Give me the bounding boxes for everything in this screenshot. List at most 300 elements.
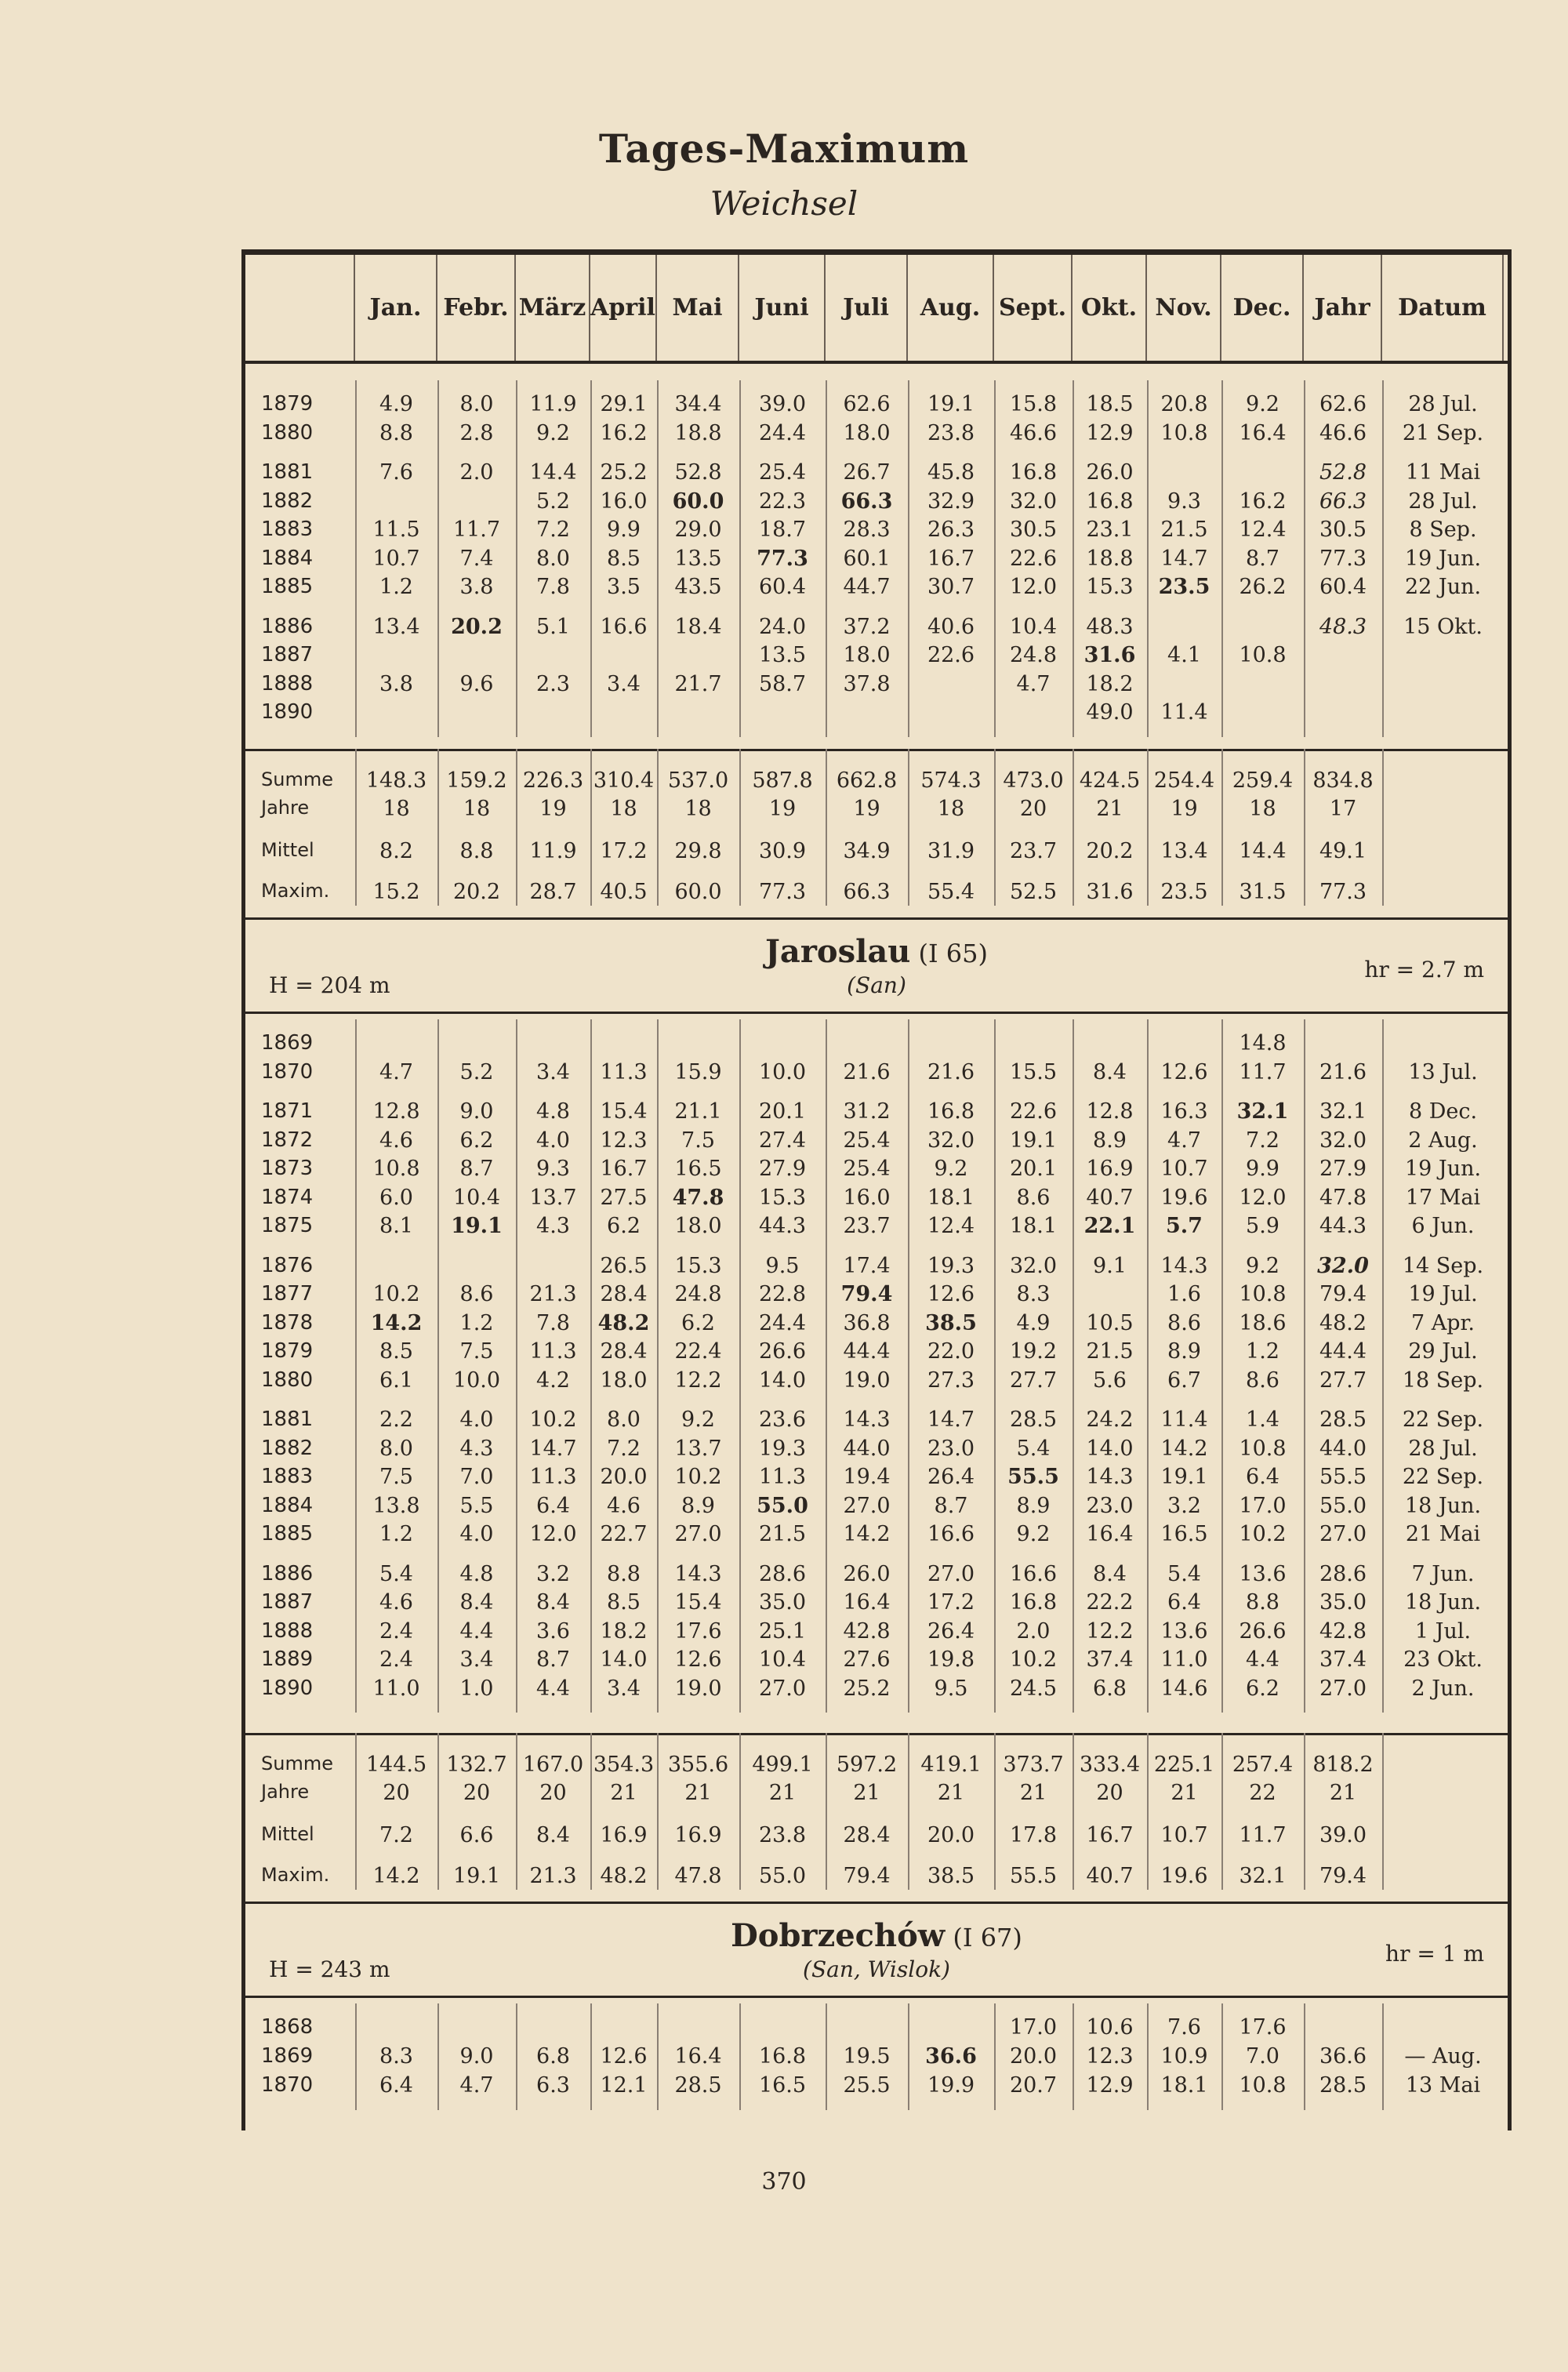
table-cell: 12.4	[927, 1214, 975, 1238]
table-cell: 28.5	[674, 2073, 722, 2098]
table-cell: 6.2	[1246, 1676, 1279, 1701]
table-cell: 9.1	[1093, 1253, 1127, 1278]
table-cell: 21.5	[1086, 1339, 1134, 1364]
table-cell: 9.0	[459, 1099, 494, 1124]
table-cell: 18.6	[1239, 1310, 1287, 1335]
summary-rule	[516, 1733, 517, 1890]
row-date: 7 Jun.	[1411, 1561, 1475, 1586]
column-rule	[1304, 1019, 1305, 1713]
summary-rule	[826, 749, 827, 906]
table-cell: 7.8	[536, 575, 570, 599]
table-cell: 10.2	[1009, 1647, 1058, 1672]
table-cell: 27.9	[758, 1157, 807, 1181]
row-year: 1885	[261, 1522, 314, 1546]
row-year: 1881	[261, 460, 314, 484]
table-cell: 19.1	[927, 392, 975, 416]
table-cell: 12.0	[1009, 575, 1058, 599]
table-cell: 22.0	[927, 1339, 975, 1364]
table-cell: 32.1	[1319, 1099, 1367, 1124]
column-header: Juli	[826, 255, 908, 361]
summary-rule	[826, 1733, 827, 1890]
summary-cell: 662.8	[836, 768, 898, 793]
column-rule	[994, 2003, 996, 2110]
row-year: 1870	[261, 1059, 314, 1084]
table-cell: 10.2	[1239, 1522, 1287, 1546]
table-cell: 19.1	[1160, 1465, 1208, 1489]
table-cell: 8.7	[536, 1647, 570, 1672]
table-cell: 17.2	[927, 1590, 975, 1615]
table-cell: 8.6	[1016, 1185, 1051, 1210]
table-cell: 13.7	[529, 1185, 577, 1210]
summary-rule	[1221, 1733, 1223, 1890]
summary-cell: 8.2	[379, 839, 413, 863]
summary-label: Mittel	[261, 1823, 314, 1845]
table-cell: 9.5	[934, 1676, 968, 1701]
summary-cell: 11.9	[529, 839, 577, 863]
table-cell: 16.5	[1160, 1522, 1208, 1546]
table-cell: 12.9	[1086, 2073, 1134, 2098]
table-cell: 28.5	[1009, 1408, 1058, 1432]
table-cell: 47.8	[672, 1185, 724, 1210]
summary-cell: 537.0	[667, 768, 729, 793]
summary-cell: 333.4	[1079, 1753, 1141, 1777]
table-cell: 32.9	[927, 489, 975, 514]
table-cell: 4.8	[536, 1099, 570, 1124]
summary-cell: 587.8	[752, 768, 813, 793]
table-cell: 14.0	[1086, 1436, 1134, 1461]
row-date: 6 Jun.	[1411, 1214, 1475, 1238]
summary-cell: 21	[684, 1781, 712, 1805]
column-rule	[1382, 380, 1384, 737]
page-number: 370	[761, 2168, 807, 2196]
table-cell: 58.7	[758, 671, 807, 696]
column-header: Febr.	[437, 255, 516, 361]
table-cell: 5.2	[536, 489, 570, 514]
data-table	[241, 249, 1512, 2130]
summary-rule	[355, 1733, 357, 1890]
summary-rule	[994, 749, 996, 906]
summary-cell: 52.5	[1009, 880, 1058, 904]
table-cell: 10.8	[1239, 2073, 1287, 2098]
summary-cell: 17.2	[600, 839, 648, 863]
summary-cell: 21	[610, 1781, 637, 1805]
summary-cell: 20	[463, 1781, 491, 1805]
column-header: April	[590, 255, 657, 361]
table-cell: 11.0	[372, 1676, 420, 1701]
row-date: 11 Mai	[1405, 460, 1481, 485]
column-rule	[516, 2003, 517, 2110]
table-cell: 25.2	[843, 1676, 891, 1701]
table-cell: 6.2	[681, 1310, 715, 1335]
table-cell: 13.7	[674, 1436, 722, 1461]
table-cell: 7.4	[459, 546, 494, 571]
table-cell: 9.3	[536, 1157, 570, 1181]
summary-cell: 34.9	[843, 839, 891, 863]
page-subtitle: Weichsel	[710, 184, 858, 223]
table-cell: 27.0	[1319, 1522, 1367, 1546]
table-cell: 55.5	[1007, 1465, 1059, 1489]
table-cell: 1.6	[1167, 1282, 1201, 1306]
summary-rule	[1147, 749, 1149, 906]
column-rule	[1147, 2003, 1149, 2110]
table-cell: 12.1	[600, 2073, 648, 2098]
table-cell: 3.2	[1167, 1493, 1201, 1518]
row-year: 1884	[261, 546, 314, 570]
table-cell: 40.7	[1086, 1185, 1134, 1210]
table-cell: 26.5	[600, 1253, 648, 1278]
column-header: Datum	[1382, 255, 1504, 361]
table-cell: 55.0	[757, 1493, 808, 1518]
table-cell: 4.7	[459, 2073, 494, 2098]
table-cell: 6.8	[536, 2044, 570, 2069]
summary-cell: 32.1	[1239, 1864, 1287, 1888]
table-cell: 4.7	[1016, 671, 1051, 696]
table-cell: 18.0	[674, 1214, 722, 1238]
table-cell: 8.1	[379, 1214, 413, 1238]
table-cell: 37.4	[1086, 1647, 1134, 1672]
table-cell: 2.3	[536, 671, 570, 696]
row-year: 1882	[261, 1436, 314, 1460]
summary-cell: 17.8	[1009, 1823, 1058, 1847]
table-cell: 48.2	[1319, 1310, 1367, 1335]
summary-cell: 21	[1019, 1781, 1047, 1805]
table-cell: 3.4	[607, 1676, 641, 1701]
table-cell: 4.9	[379, 392, 413, 416]
row-date: 19 Jun.	[1404, 546, 1482, 571]
table-cell: 31.6	[1083, 643, 1136, 667]
summary-cell: 8.8	[459, 839, 494, 863]
table-cell: 15.5	[1009, 1059, 1058, 1084]
row-date: 2 Aug.	[1408, 1128, 1478, 1153]
summary-rule	[1073, 1733, 1074, 1890]
column-rule	[437, 2003, 439, 2110]
table-cell: 4.0	[459, 1522, 494, 1546]
table-cell: 1.4	[1246, 1408, 1279, 1432]
table-cell: 8.9	[1167, 1339, 1201, 1364]
table-cell: 27.9	[1319, 1157, 1367, 1181]
row-date: 18 Jun.	[1404, 1493, 1482, 1518]
table-cell: 9.9	[1246, 1157, 1279, 1181]
summary-cell: 259.4	[1232, 768, 1294, 793]
column-rule	[657, 380, 659, 737]
table-cell: 27.7	[1319, 1368, 1367, 1393]
column-rule	[1073, 380, 1074, 737]
column-rule	[1382, 2003, 1384, 2110]
table-cell: 12.0	[529, 1522, 577, 1546]
table-cell: 9.2	[681, 1408, 715, 1432]
table-cell: 14.8	[1239, 1031, 1287, 1055]
column-rule	[590, 1019, 592, 1713]
table-cell: 9.6	[459, 671, 494, 696]
table-cell: 8.7	[934, 1493, 968, 1518]
column-rule	[590, 2003, 592, 2110]
summary-cell: 14.2	[372, 1864, 420, 1888]
table-cell: 25.5	[843, 2073, 891, 2098]
column-header: März	[516, 255, 590, 361]
column-rule	[739, 1019, 741, 1713]
table-cell: 5.6	[1093, 1368, 1127, 1393]
row-date: 18 Jun.	[1404, 1590, 1482, 1615]
table-cell: 19.8	[927, 1647, 975, 1672]
table-cell: 1.2	[459, 1310, 494, 1335]
table-cell: 13.4	[372, 614, 420, 639]
summary-cell: 31.6	[1086, 880, 1134, 904]
table-cell: 18.5	[1086, 392, 1134, 416]
table-cell: 20.1	[758, 1099, 807, 1124]
column-rule	[1147, 1019, 1149, 1713]
table-cell: 16.4	[674, 2044, 722, 2069]
column-rule	[1073, 2003, 1074, 2110]
table-cell: 8.5	[607, 1590, 641, 1615]
summary-rule	[437, 1733, 439, 1890]
table-cell: 21.7	[674, 671, 722, 696]
table-cell: 7.5	[459, 1339, 494, 1364]
table-cell: 19.2	[1009, 1339, 1058, 1364]
table-cell: 22.6	[1009, 546, 1058, 571]
table-cell: 10.5	[1086, 1310, 1134, 1335]
table-cell: 4.4	[459, 1618, 494, 1644]
table-cell: 11.3	[529, 1339, 577, 1364]
row-year: 1871	[261, 1099, 314, 1123]
table-cell: 20.7	[1009, 2073, 1058, 2098]
table-cell: 23.6	[758, 1408, 807, 1432]
table-cell: 9.2	[536, 420, 570, 445]
table-cell: 11.7	[452, 518, 501, 542]
column-rule	[826, 2003, 827, 2110]
table-cell: 48.3	[1086, 614, 1134, 639]
table-cell: 11.7	[1239, 1059, 1287, 1084]
table-cell: 23.1	[1086, 518, 1134, 542]
table-cell: 15.4	[600, 1099, 648, 1124]
row-year: 1881	[261, 1408, 314, 1431]
table-cell: 10.9	[1160, 2044, 1208, 2069]
row-year: 1870	[261, 2073, 314, 2097]
table-cell: 8.8	[607, 1561, 641, 1586]
table-cell: 24.8	[1009, 643, 1058, 667]
table-cell: 20.0	[600, 1465, 648, 1489]
station-elevation: H = 204 m	[269, 972, 390, 998]
column-header: Jan.	[355, 255, 437, 361]
row-date: 8 Sep.	[1409, 518, 1477, 542]
table-cell: 4.6	[379, 1590, 413, 1615]
column-rule	[355, 2003, 357, 2110]
table-cell: 16.3	[1160, 1099, 1208, 1124]
table-cell: 22.8	[758, 1282, 807, 1306]
summary-cell: 21	[1171, 1781, 1198, 1805]
summary-cell: 40.5	[600, 880, 648, 904]
table-cell: 22.1	[1083, 1214, 1136, 1238]
table-cell: 12.8	[1086, 1099, 1134, 1124]
table-cell: 21.6	[1319, 1059, 1367, 1084]
table-cell: 14.4	[529, 460, 577, 485]
table-cell: 12.3	[1086, 2044, 1134, 2069]
table-cell: 8.6	[1167, 1310, 1201, 1335]
table-cell: 27.4	[758, 1128, 807, 1153]
table-cell: 26.6	[1239, 1618, 1287, 1644]
summary-cell: 10.7	[1160, 1823, 1208, 1847]
column-rule	[1221, 2003, 1223, 2110]
table-cell: 44.4	[1319, 1339, 1367, 1364]
summary-rule	[1382, 1733, 1384, 1890]
summary-cell: 19.6	[1160, 1864, 1208, 1888]
table-cell: 8.7	[459, 1157, 494, 1181]
table-cell: 32.0	[927, 1128, 975, 1153]
column-rule	[516, 380, 517, 737]
summary-label: Mittel	[261, 839, 314, 861]
table-cell: 11.4	[1160, 1408, 1208, 1432]
column-rule	[1221, 380, 1223, 737]
column-header: Aug.	[908, 255, 994, 361]
summary-rule	[1304, 1733, 1305, 1890]
table-cell: 17.4	[843, 1253, 891, 1278]
table-cell: 9.2	[934, 1157, 968, 1181]
table-cell: 44.7	[843, 575, 891, 599]
table-cell: 23.5	[1158, 575, 1210, 599]
table-cell: 66.3	[840, 489, 893, 514]
table-cell: 26.2	[1239, 575, 1287, 599]
station-gauge-height: hr = 2.7 m	[1364, 957, 1484, 983]
table-cell: 11.5	[372, 518, 420, 542]
summary-rule	[994, 1733, 996, 1890]
row-year: 1890	[261, 1676, 314, 1700]
column-rule	[826, 380, 827, 737]
row-year: 1885	[261, 575, 314, 598]
summary-cell: 20.0	[927, 1823, 975, 1847]
table-cell: 8.7	[1246, 546, 1279, 571]
table-cell: 4.9	[1016, 1310, 1051, 1335]
station-river: (San, Wislok)	[803, 1956, 950, 1982]
table-cell: 16.6	[927, 1522, 975, 1546]
row-date: 2 Jun.	[1411, 1676, 1475, 1701]
table-cell: 14.7	[927, 1408, 975, 1432]
table-cell: 28.5	[1319, 1408, 1367, 1432]
table-cell: 19.5	[843, 2044, 891, 2069]
table-cell: 35.0	[758, 1590, 807, 1615]
station-code: (I 67)	[945, 1923, 1022, 1952]
table-cell: 12.4	[1239, 518, 1287, 542]
table-cell: 1.2	[379, 575, 413, 599]
summary-cell: 21	[1096, 797, 1123, 821]
summary-cell: 31.9	[927, 839, 975, 863]
table-cell: 24.8	[674, 1282, 722, 1306]
table-cell: 44.3	[1319, 1214, 1367, 1238]
table-cell: 24.0	[758, 614, 807, 639]
table-cell: 8.9	[681, 1493, 715, 1518]
table-cell: 13.6	[1160, 1618, 1208, 1644]
row-date: 1 Jul.	[1414, 1618, 1472, 1644]
table-cell: 16.0	[843, 1185, 891, 1210]
table-cell: 15.3	[758, 1185, 807, 1210]
summary-cell: 16.7	[1086, 1823, 1134, 1847]
summary-label: Summe	[261, 1753, 333, 1774]
column-rule	[826, 1019, 827, 1713]
summary-cell: 55.5	[1009, 1864, 1058, 1888]
table-cell: 2.0	[459, 460, 494, 485]
summary-cell: 39.0	[1319, 1823, 1367, 1847]
row-year: 1880	[261, 1368, 314, 1392]
row-year: 1878	[261, 1310, 314, 1335]
row-date: 17 Mai	[1405, 1185, 1481, 1210]
summary-label: Jahre	[261, 1781, 310, 1803]
summary-cell: 48.2	[600, 1864, 648, 1888]
table-cell: 28.6	[1319, 1561, 1367, 1586]
table-cell: 8.8	[379, 420, 413, 445]
header-stub	[245, 255, 355, 361]
table-cell: 3.8	[459, 575, 494, 599]
column-rule	[1073, 1019, 1074, 1713]
summary-cell: 132.7	[446, 1753, 507, 1777]
summary-cell: 21	[853, 1781, 880, 1805]
column-header: Dec.	[1221, 255, 1304, 361]
summary-cell: 14.4	[1239, 839, 1287, 863]
summary-cell: 226.3	[522, 768, 584, 793]
table-cell: 8.5	[379, 1339, 413, 1364]
column-rule	[908, 2003, 909, 2110]
table-cell: 24.5	[1009, 1676, 1058, 1701]
table-cell: 16.5	[674, 1157, 722, 1181]
row-date: 18 Sep.	[1402, 1368, 1484, 1393]
summary-cell: 40.7	[1086, 1864, 1134, 1888]
column-rule	[657, 2003, 659, 2110]
row-date: 13 Jul.	[1408, 1059, 1478, 1084]
table-cell: 9.0	[459, 2044, 494, 2069]
table-cell: 4.6	[607, 1493, 641, 1518]
summary-rule	[590, 1733, 592, 1890]
table-cell: 19.9	[927, 2073, 975, 2098]
row-date: 22 Sep.	[1402, 1408, 1484, 1432]
table-cell: 10.8	[1160, 420, 1208, 445]
table-cell: 8.3	[379, 2044, 413, 2069]
table-cell: 8.4	[459, 1590, 494, 1615]
table-cell: 5.4	[1167, 1561, 1201, 1586]
table-cell: 27.0	[927, 1561, 975, 1586]
summary-cell: 354.3	[593, 1753, 655, 1777]
summary-cell: 818.2	[1312, 1753, 1374, 1777]
table-cell: 10.2	[372, 1282, 420, 1306]
table-cell: 3.5	[607, 575, 641, 599]
table-cell: 14.7	[529, 1436, 577, 1461]
table-cell: 11.3	[529, 1465, 577, 1489]
table-cell: 18.1	[927, 1185, 975, 1210]
table-cell: 32.1	[1236, 1099, 1289, 1124]
table-cell: 1.2	[1246, 1339, 1279, 1364]
column-rule	[437, 380, 439, 737]
row-date: 19 Jul.	[1408, 1282, 1478, 1306]
table-cell: 7.0	[1246, 2044, 1279, 2069]
table-cell: 20.1	[1009, 1157, 1058, 1181]
row-year: 1889	[261, 1647, 314, 1671]
table-cell: 27.0	[758, 1676, 807, 1701]
table-cell: 23.8	[927, 420, 975, 445]
summary-rule	[739, 1733, 741, 1890]
row-year: 1886	[261, 614, 314, 638]
table-cell: 10.4	[758, 1647, 807, 1672]
table-cell: 16.7	[927, 546, 975, 571]
table-cell: 18.0	[600, 1368, 648, 1393]
table-cell: 28.6	[758, 1561, 807, 1586]
table-cell: 20.2	[451, 614, 503, 639]
summary-rule	[1382, 749, 1384, 906]
table-cell: 4.7	[1167, 1128, 1201, 1153]
table-cell: 16.5	[758, 2073, 807, 2098]
summary-cell: 8.4	[536, 1823, 570, 1847]
table-cell: 27.0	[1319, 1676, 1367, 1701]
table-cell: 10.0	[452, 1368, 501, 1393]
table-cell: 17.0	[1239, 1493, 1287, 1518]
table-cell: 27.3	[927, 1368, 975, 1393]
summary-cell: 60.0	[674, 880, 722, 904]
table-cell: 4.1	[1167, 643, 1201, 667]
